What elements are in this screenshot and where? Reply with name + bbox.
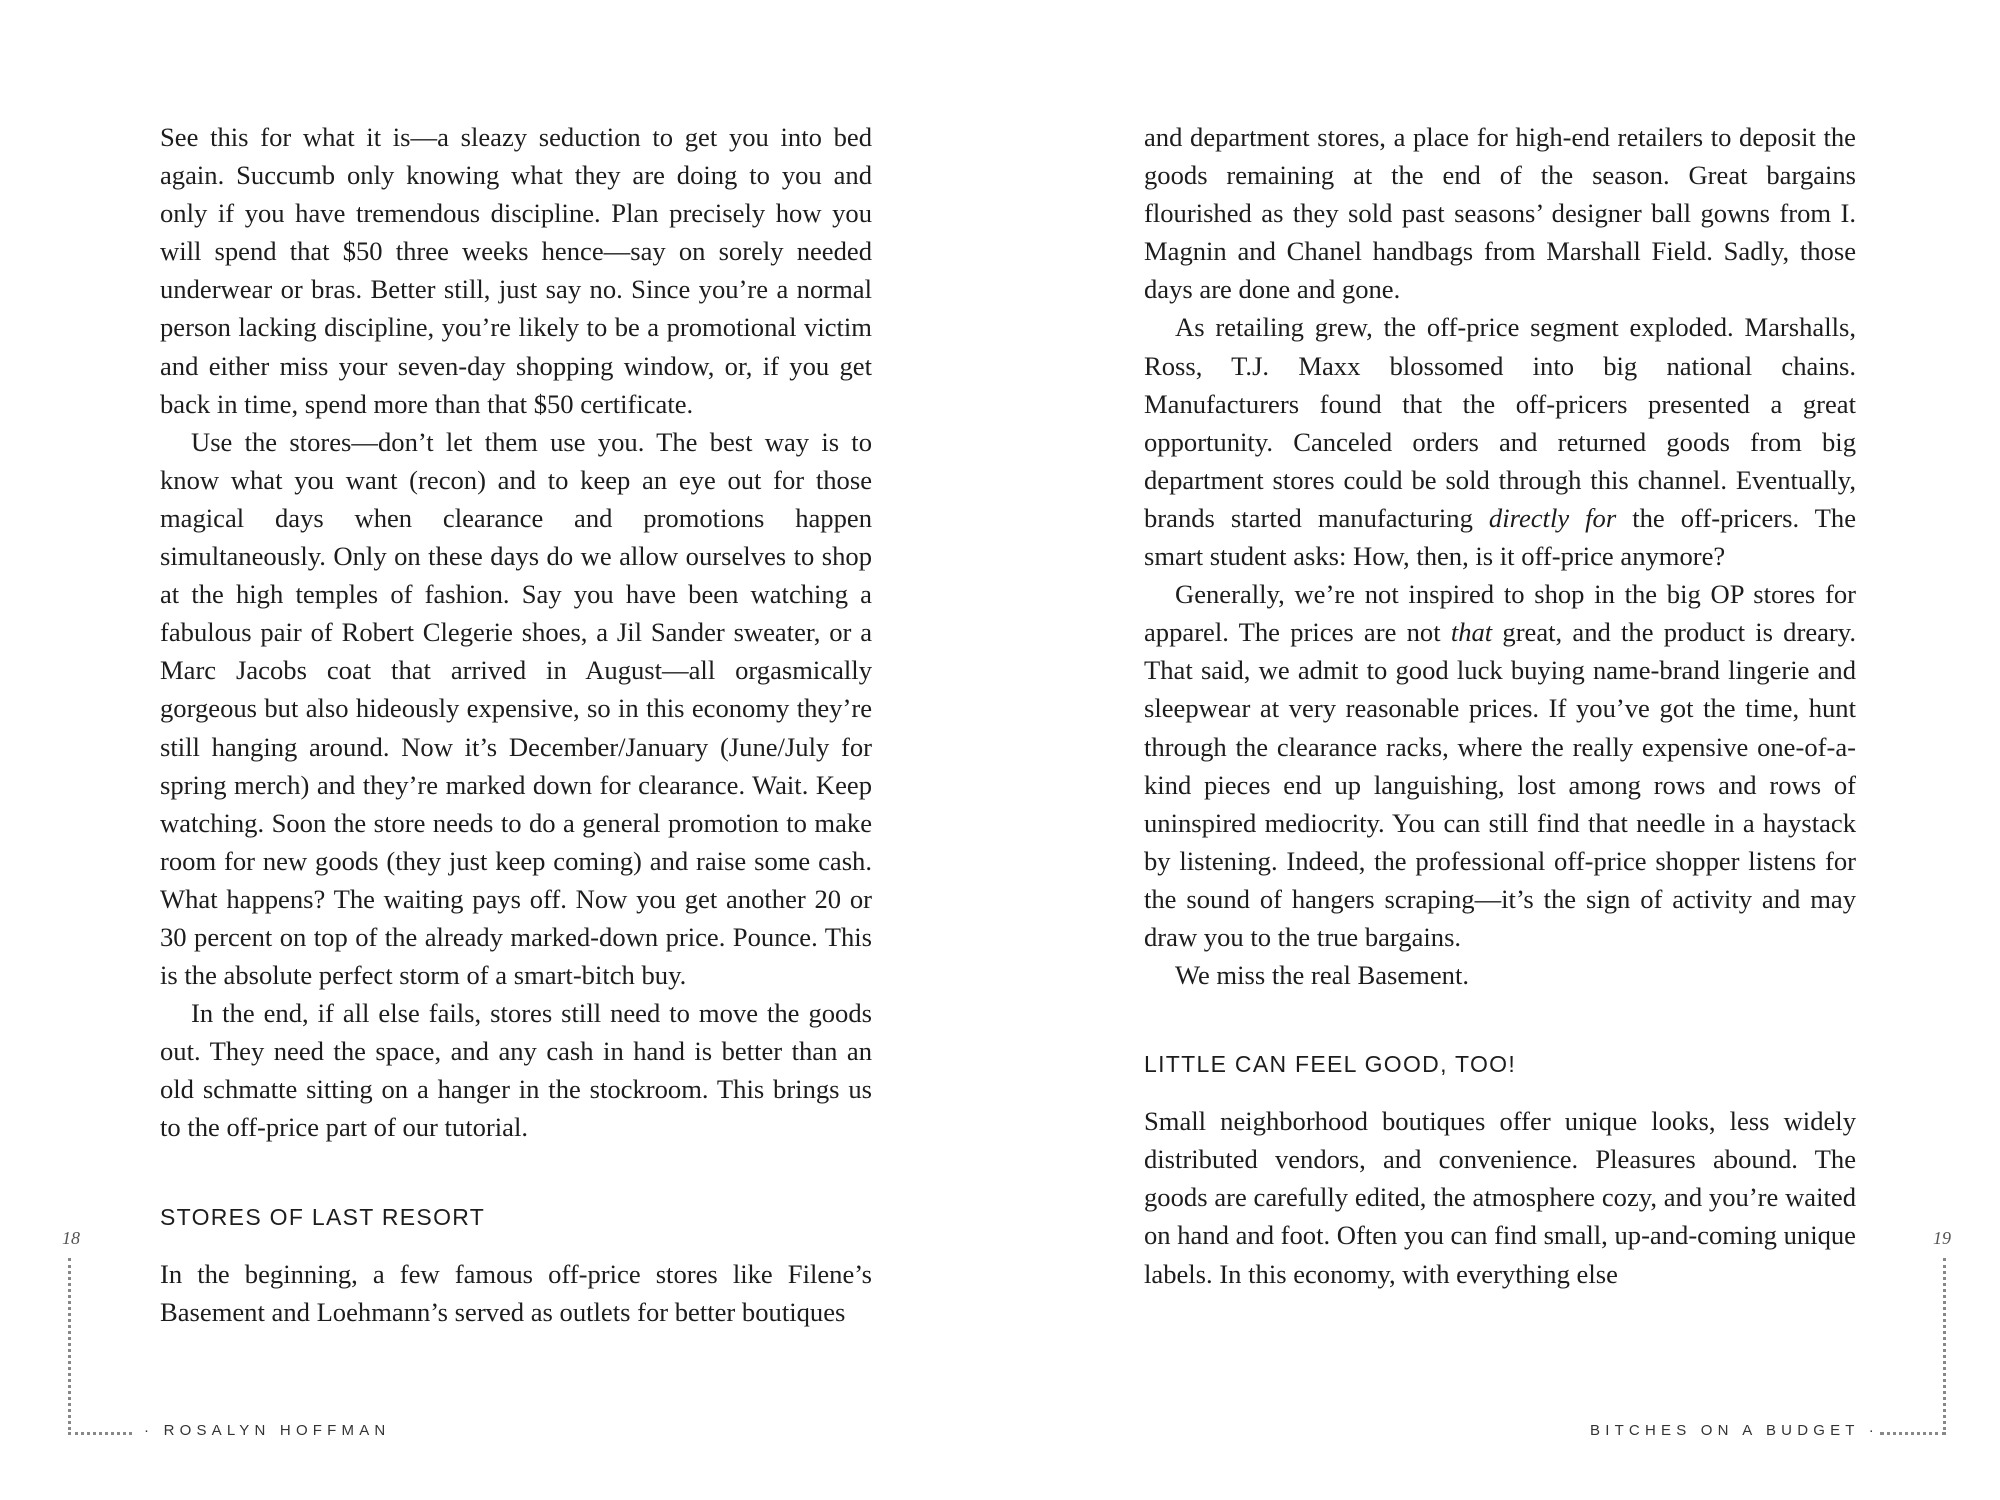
paragraph: See this for what it is—a sleazy seduction to get you into bed again. Succumb only knowing what they are doing to you and only if you have tremendous discipline. Plan precisely how you will spend that $50 three weeks hence—say on sorely needed underwear or bras. Better still, just say no. Since you’re a normal person lacking discipline, you’re likely to be a promotional victim and either miss your seven-day shopping window, or, if you get back in time, spend more than that $50 certificate. bbox=[160, 122, 872, 419]
paragraph: In the beginning, a few famous off-price stores like Filene’s Basement and Loehmann’s served as outlets for better boutiques bbox=[160, 1258, 872, 1327]
paragraph bbox=[1144, 308, 1856, 575]
paragraph bbox=[1144, 575, 1856, 956]
paragraph: We miss the real Basement. bbox=[1175, 960, 1469, 991]
emphasis: directly for bbox=[1488, 502, 1617, 533]
section-heading: LITTLE CAN FEEL GOOD, TOO! bbox=[1144, 1051, 1517, 1078]
right-page-body bbox=[1144, 118, 1856, 1293]
dotted-rule-vertical-right bbox=[1943, 1258, 1946, 1430]
section-heading: STORES OF LAST RESORT bbox=[160, 1203, 486, 1230]
text-run: the off-pricers. The smart student asks: How, then, is it off-price anymore? bbox=[1144, 502, 1856, 572]
paragraph: In the end, if all else fails, stores still need to move the goods out. They need the space, and any cash in hand is better than an old schmatte sitting on a hanger in the stockroom. This brings us to the off-price part of our tutorial. bbox=[160, 998, 872, 1143]
running-footer-author: · ROSALYN HOFFMAN bbox=[144, 1422, 391, 1439]
page-number-left: 18 bbox=[62, 1228, 80, 1248]
running-footer-title: BITCHES ON A BUDGET · bbox=[1590, 1422, 1879, 1439]
paragraph: and department stores, a place for high-end retailers to deposit the goods remaining at the end of the season. Great bargains flourished as they sold past seasons’ designer ball gowns from I. Magnin and Chanel handbags from Marshall Field. Sadly, those days are done and gone. bbox=[1144, 122, 1856, 305]
text-run: As retailing grew, the off-price segment exploded. Marshalls, Ross, T.J. Maxx blossomed into big national chains. Manufacturers found that the off-pricers presented a great opportunity. Canceled orders and returned goods from big department stores could be sold through this channel. Eventually, brands started manufacturing bbox=[1144, 312, 1856, 533]
left-page-body bbox=[160, 118, 872, 1331]
text-run: great, and the product is dreary. That said, we admit to good luck buying name-brand lingerie and sleepwear at very reasonable prices. If you’ve got the time, hunt through the clearance racks, where the really expensive one-of-a-kind pieces end up languishing, lost among rows and rows of uninspired mediocrity. You can still find that needle in a haystack by listening. Indeed, the professional off-price shopper listens for the sound of hangers scraping—it’s the sign of activity and may draw you to the true bargains. bbox=[1144, 617, 1856, 952]
dotted-rule-horizontal-left bbox=[68, 1432, 132, 1435]
dotted-rule-vertical-left bbox=[68, 1258, 71, 1430]
page-number-right: 19 bbox=[1933, 1228, 1951, 1248]
paragraph: Use the stores—don’t let them use you. The best way is to know what you want (recon) and to keep an eye out for those magical days when clearance and promotions happen simultaneously. Only on these days do we allow ourselves to shop at the high temples of fashion. Say you have been watching a fabulous pair of Robert Clegerie shoes, a Jil Sander sweater, or a Marc Jacobs coat that arrived in August—all orgasmically gorgeous but also hideously expensive, so in this economy they’re still hanging around. Now it’s December/January (June/July for spring merch) and they’re marked down for clearance. Wait. Keep watching. Soon the store needs to do a general promotion to make room for new goods (they just keep coming) and raise some cash. What happens? The waiting pays off. Now you get another 20 or 30 percent on top of the already marked-down price. Pounce. This is the absolute perfect storm of a smart-bitch buy. bbox=[160, 426, 872, 991]
text-run: Generally, we’re not inspired to shop in the big OP stores for apparel. The prices are not bbox=[1144, 579, 1856, 648]
emphasis: that bbox=[1450, 617, 1493, 648]
dotted-rule-horizontal-right bbox=[1880, 1432, 1946, 1435]
paragraph: Small neighborhood boutiques offer unique looks, less widely distributed vendors, and convenience. Pleasures abound. The goods are carefully edited, the atmosphere cozy, and you’re waited on hand and foot. Often you can find small, up-and-coming unique labels. In this economy, with everything else bbox=[1144, 1106, 1856, 1289]
